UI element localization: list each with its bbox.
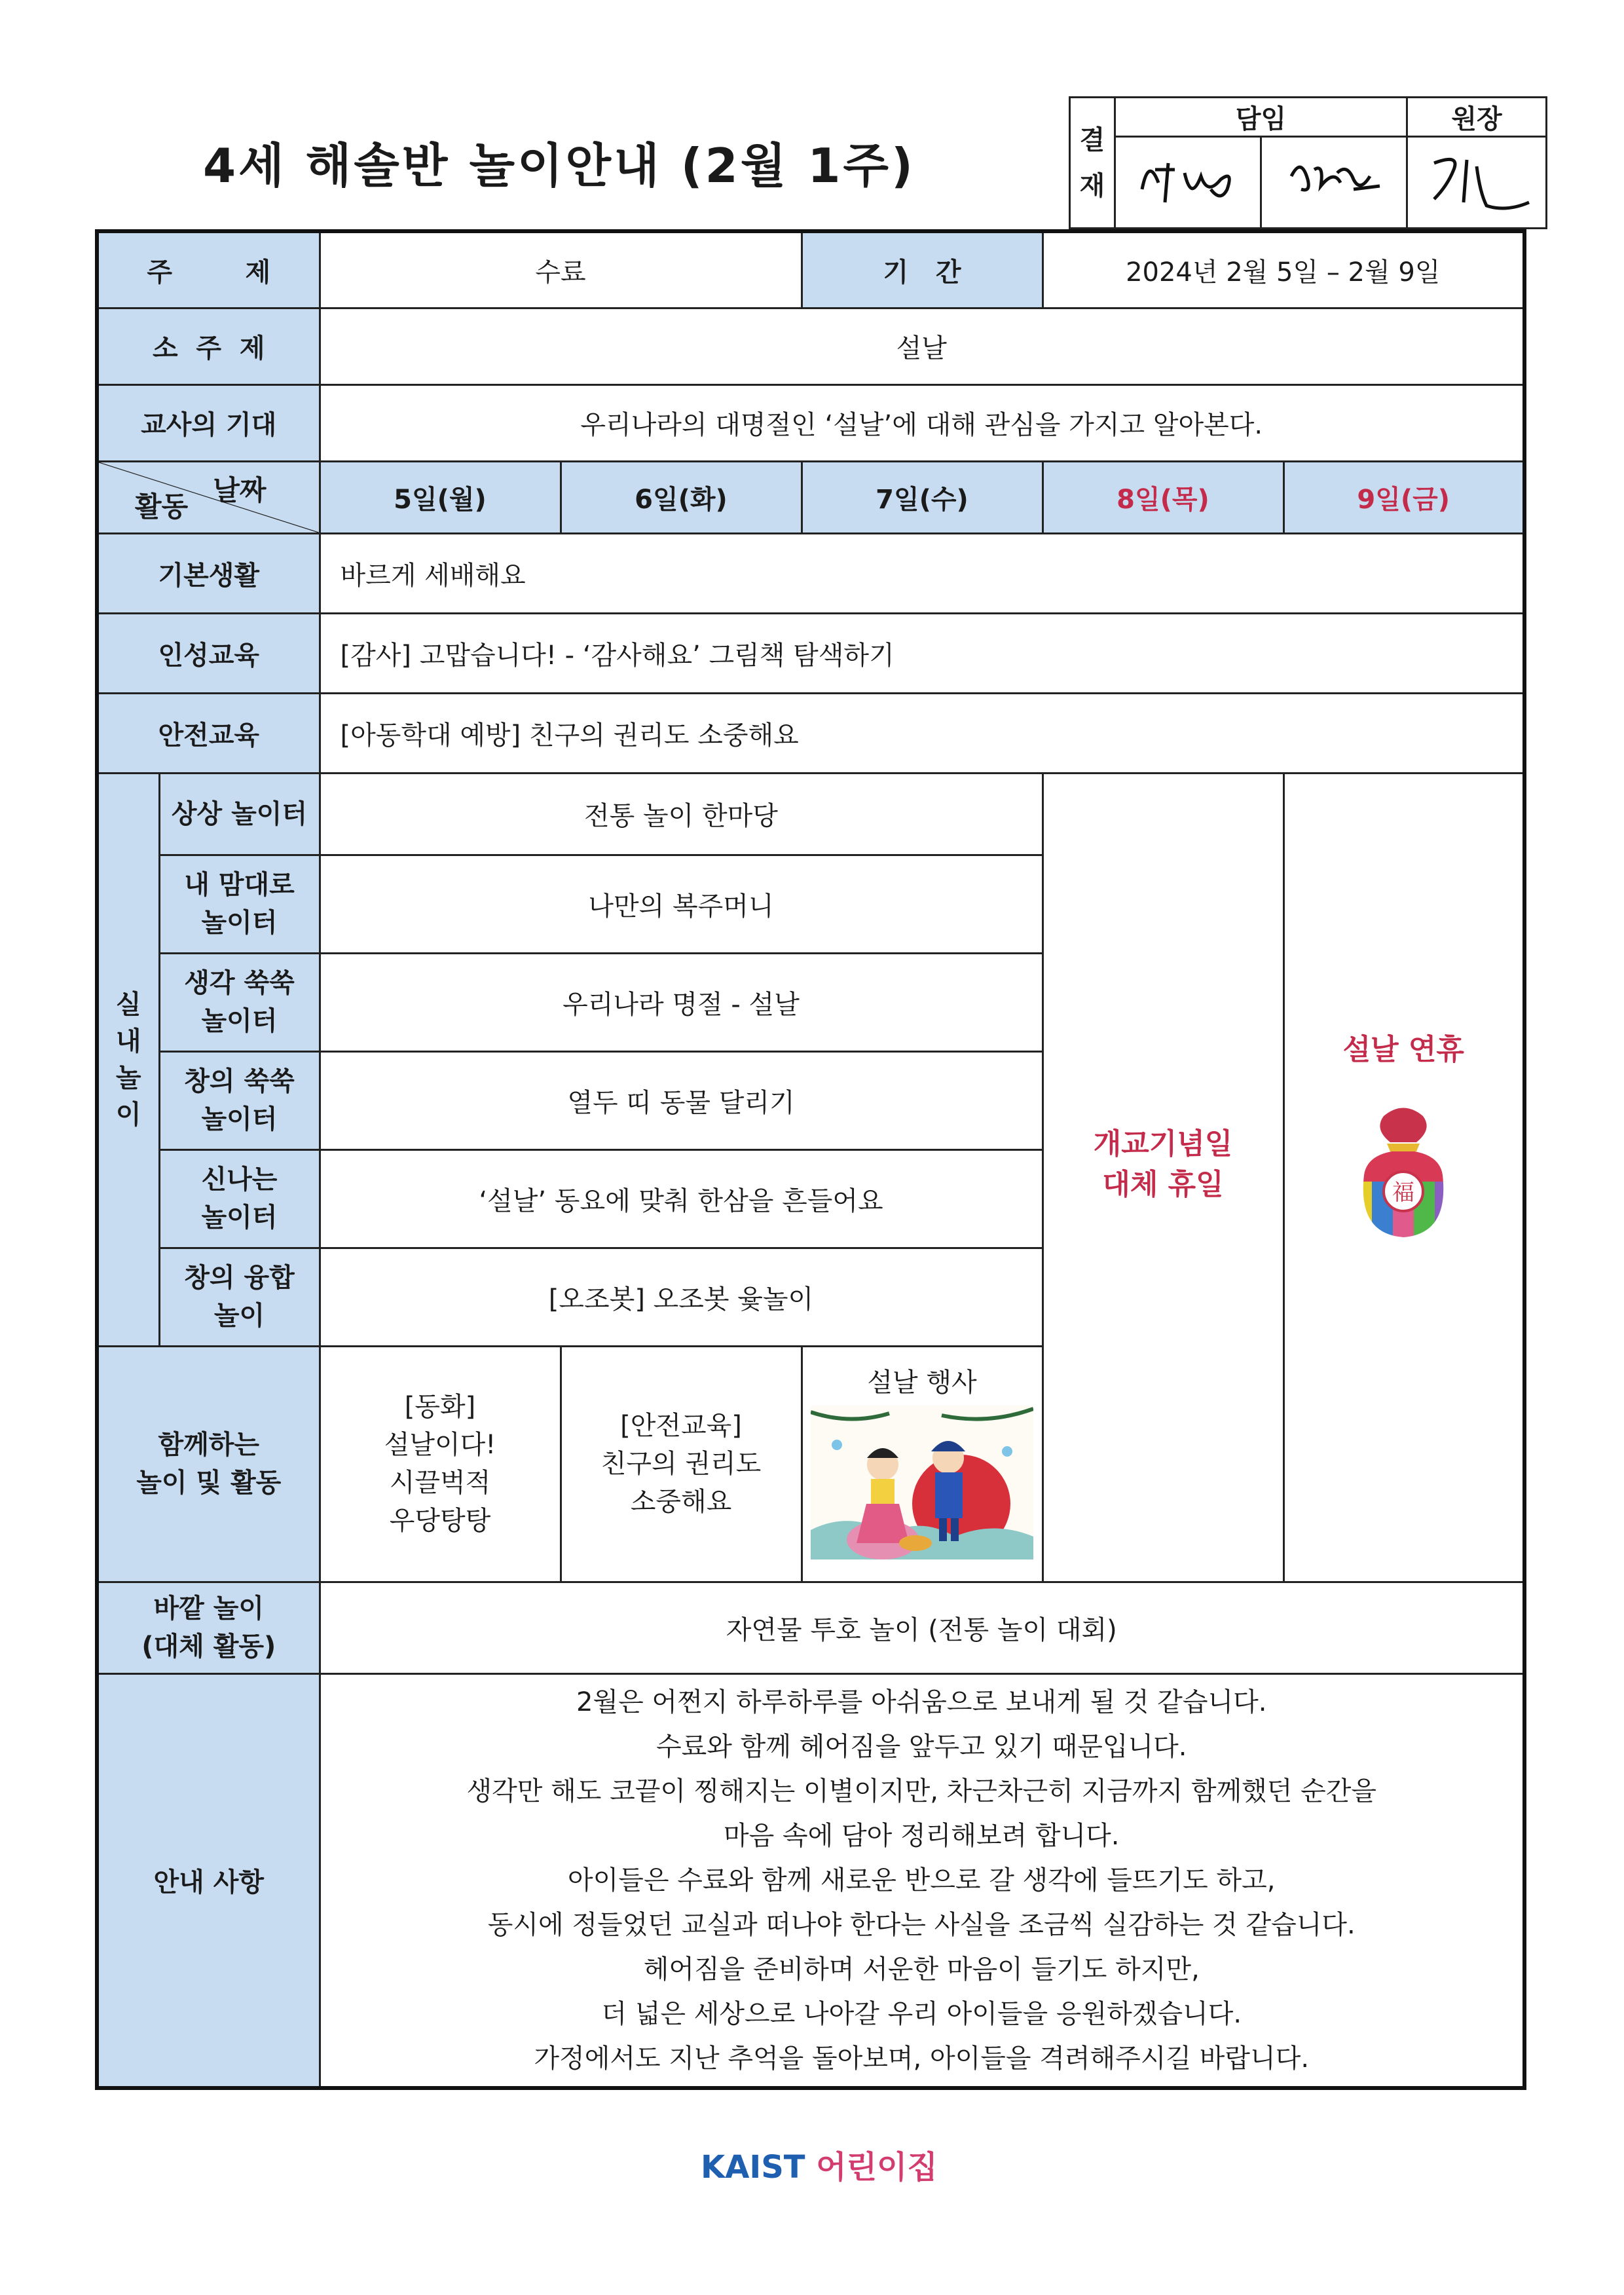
fri-holiday-cell (1283, 773, 1524, 1582)
outdoor-label: 바깥 놀이 (대체 활동) (97, 1582, 320, 1673)
thu-holiday-line1: 개교기념일 (1093, 1127, 1233, 1161)
together-mon: [동화] 설날이다! 시끌벅적 우당탕탕 (320, 1346, 561, 1582)
notice-line: 생각만 해도 코끝이 찡해지는 이별이지만, 차근차근히 지금까지 함께했던 순간을 (466, 1776, 1377, 1806)
indoor-activity: 열두 띠 동물 달리기 (320, 1051, 1043, 1149)
together-wed (802, 1346, 1043, 1582)
notice-line: 마음 속에 담아 정리해보려 합니다. (723, 1820, 1120, 1851)
indoor-area-label: 생각 쑥쑥 놀이터 (159, 953, 320, 1051)
date-label: 날짜 (213, 474, 267, 506)
day-header-fri: 9일(금) (1283, 461, 1524, 533)
signature-image (1275, 143, 1393, 215)
notice-line: 2월은 어쩐지 하루하루를 아쉬움으로 보내게 될 것 같습니다. (576, 1687, 1267, 1717)
approval-box (1069, 96, 1547, 229)
expectation-value: 우리나라의 대명절인 ‘설날’에 대해 관심을 가지고 알아본다. (320, 384, 1524, 461)
lucky-pouch-icon (1351, 1103, 1456, 1241)
indoor-area-label: 상상 놀이터 (159, 773, 320, 855)
director-header: 원장 (1407, 98, 1547, 137)
notice-line: 수료와 함께 헤어짐을 앞두고 있기 때문입니다. (656, 1731, 1187, 1762)
day-header-tue: 6일(화) (561, 461, 802, 533)
indoor-area-label: 신나는 놀이터 (159, 1149, 320, 1248)
character-edu-label: 인성교육 (97, 613, 320, 693)
signature-image (1129, 143, 1247, 215)
expectation-label: 교사의 기대 (97, 384, 320, 461)
footer-brand-en: KAIST (701, 2149, 805, 2186)
pouch-badge-char: 福 (1392, 1179, 1415, 1206)
indoor-area-label: 창의 융합 놀이 (159, 1248, 320, 1346)
director-signature (1407, 137, 1547, 229)
activity-label: 활동 (135, 490, 189, 523)
thu-holiday-line2: 대체 휴일 (1102, 1167, 1224, 1201)
indoor-play-label: 실 내 놀 이 (97, 773, 159, 1346)
event-title: 설날 행사 (867, 1368, 977, 1398)
indoor-activity: ‘설날’ 동요에 맞춰 한삼을 흔들어요 (320, 1149, 1043, 1248)
footer-brand-ko: 어린이집 (816, 2149, 938, 2186)
fri-holiday-label: 설날 연휴 (1342, 1032, 1464, 1066)
day-header-thu: 8일(목) (1043, 461, 1283, 533)
subtheme-value: 설날 (320, 308, 1524, 384)
signature-image (1414, 140, 1539, 219)
date-activity-header (97, 461, 320, 533)
together-tue: [안전교육] 친구의 권리도 소중해요 (561, 1346, 802, 1582)
notice-line: 동시에 정들었던 교실과 떠나야 한다는 사실을 조금씩 실감하는 것 같습니다. (487, 1909, 1356, 1940)
indoor-area-label: 내 맘대로 놀이터 (159, 855, 320, 953)
notice-label: 안내 사항 (97, 1673, 320, 2088)
indoor-activity: 전통 놀이 한마당 (320, 773, 1043, 855)
indoor-activity: 나만의 복주머니 (320, 855, 1043, 953)
period-label: 기 간 (802, 231, 1043, 308)
subtheme-label: 소 주 제 (97, 308, 320, 384)
notice-line: 아이들은 수료와 함께 새로운 반으로 갈 생각에 들뜨기도 하고, (568, 1865, 1276, 1895)
new-year-event-illustration (811, 1406, 1033, 1559)
indoor-activity: 우리나라 명절 - 설날 (320, 953, 1043, 1051)
indoor-area-label: 창의 쑥쑥 놀이터 (159, 1051, 320, 1149)
day-header-wed: 7일(수) (802, 461, 1043, 533)
thu-holiday-cell (1043, 773, 1283, 1582)
page-title: 4세 해솔반 놀이안내 (2월 1주) (203, 138, 915, 193)
homeroom-signature-1 (1115, 137, 1261, 229)
notice-line: 헤어짐을 준비하며 서운한 마음이 들기도 하지만, (643, 1954, 1200, 1985)
homeroom-signature-2 (1261, 137, 1407, 229)
safety-edu-label: 안전교육 (97, 693, 320, 773)
period-value: 2024년 2월 5일 – 2월 9일 (1043, 231, 1524, 308)
outdoor-value: 자연물 투호 놀이 (전통 놀이 대회) (320, 1582, 1524, 1673)
together-label: 함께하는 놀이 및 활동 (97, 1346, 320, 1582)
indoor-activity: [오조봇] 오조봇 윷놀이 (320, 1248, 1043, 1346)
safety-edu-value: [아동학대 예방] 친구의 권리도 소중해요 (320, 693, 1524, 773)
notice-body (320, 1673, 1524, 2088)
homeroom-header: 담임 (1115, 98, 1407, 137)
footer-logo (701, 2142, 938, 2187)
approval-label: 결 재 (1070, 98, 1115, 229)
basic-life-value: 바르게 세배해요 (320, 533, 1524, 613)
character-edu-value: [감사] 고맙습니다! - ‘감사해요’ 그림책 탐색하기 (320, 613, 1524, 693)
notice-line: 가정에서도 지난 추억을 돌아보며, 아이들을 격려해주시길 바랍니다. (534, 2043, 1310, 2074)
basic-life-label: 기본생활 (97, 533, 320, 613)
theme-value: 수료 (320, 231, 802, 308)
theme-label: 주 제 (97, 231, 320, 308)
schedule-table (95, 229, 1526, 2090)
notice-line: 더 넓은 세상으로 나아갈 우리 아이들을 응원하겠습니다. (601, 1998, 1242, 2029)
day-header-mon: 5일(월) (320, 461, 561, 533)
diagonal-divider (99, 462, 319, 532)
